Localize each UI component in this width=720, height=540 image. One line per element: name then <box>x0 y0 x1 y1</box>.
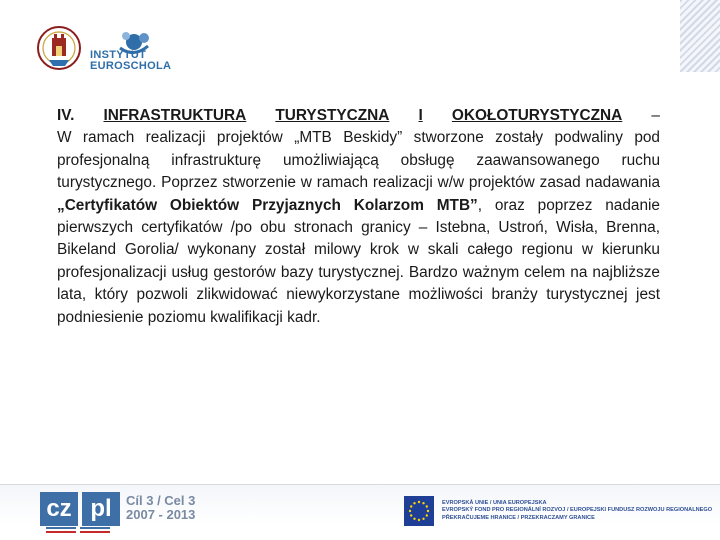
footer-divider <box>0 484 720 485</box>
eu-line-2: EVROPSKÝ FOND PRO REGIONÁLNÍ ROZVOJ / EUROPEJSKI FUNDUSZ ROZWOJU REGIONALNEGO <box>442 507 713 514</box>
pl-logo-block: pl <box>82 492 120 526</box>
eu-line-3: PŘEKRAČUJEME HRANICE / PRZEKRACZAMY GRANICE <box>442 514 595 521</box>
heading-word-turystyczna: TURYSTYCZNA <box>275 107 390 124</box>
heading-word-infrastruktura: INFRASTRUKTURA <box>103 107 247 124</box>
heading-dash: – <box>651 107 660 124</box>
cz-logo-block: cz <box>40 492 78 526</box>
heading-word-okoloturystyczna: OKOŁOTURYSTYCZNA <box>451 107 623 124</box>
cil-programme-text <box>126 494 195 522</box>
eu-line-1: EVROPSKÁ UNIE / UNIA EUROPEJSKA <box>442 500 547 506</box>
eu-flag-icon <box>404 496 434 526</box>
heading-roman-numeral: IV. <box>57 107 75 124</box>
cil-line-2: 2007 - 2013 <box>126 507 196 522</box>
body-paragraph <box>57 127 660 329</box>
eu-funding-text <box>442 500 712 522</box>
institute-logo-text <box>90 50 171 72</box>
cz-pl-stripes-icon <box>46 527 110 533</box>
main-text-block <box>57 105 660 329</box>
logo-line-2: EUROSCHOLA <box>90 60 172 72</box>
decorative-corner-strip <box>680 0 720 72</box>
crest-logo-icon <box>36 20 82 76</box>
paragraph-bold-certificates: „Certyfikatów Obiektów Przyjaznych Kolarzom MTB” <box>57 196 478 214</box>
logo-line-1: INSTYTUT <box>90 49 147 61</box>
paragraph-part-2: , oraz poprzez nadanie pierwszych certyfikatów /po obu stronach granicy – Istebna, Ustroń, Wisła, Brenna, Bikeland Gorolia/ wykonany został milowy krok w skali całego regionu w kierunku profesjonalizacji usług gestorów bazy turystycznej. Bardzo ważnym celem na najbliższe lata, który pozwoli zlikwidować niewykorzystane możliwości branży turystycznej jest podniesienie poziomu kwalifikacji kadr. <box>57 196 660 326</box>
cil-line-1: Cíl 3 / Cel 3 <box>126 493 196 508</box>
paragraph-part-1: W ramach realizacji projektów „MTB Beskidy” stworzone zostały podwaliny pod profesjonalną infrastrukturę umożliwiającą obsługę zaawansowanego ruchu turystycznego. Poprzez stworzenie w ramach realizacji w/w projektów zasad nadawania <box>57 129 660 192</box>
heading-word-i: I <box>418 107 423 124</box>
section-heading <box>57 105 660 127</box>
